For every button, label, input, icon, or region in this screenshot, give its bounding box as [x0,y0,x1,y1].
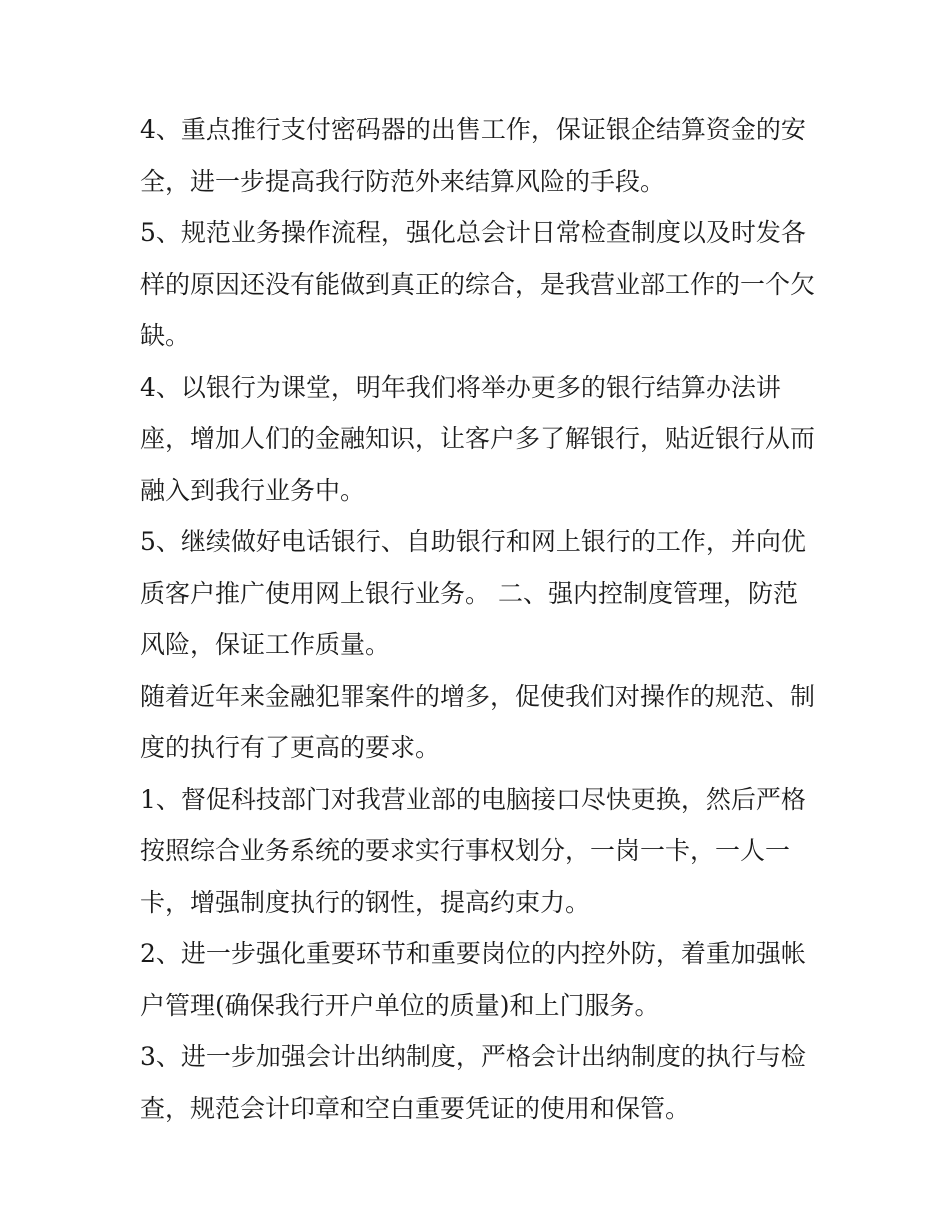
text-line: 度的执行有了更高的要求。 [140,733,441,762]
text-line: 风险，保证工作质量。 [140,630,391,659]
paragraph-1 [140,104,820,207]
text-line: 缺。 [140,321,191,350]
text-line: 4、以银行为课堂，明年我们将举办更多的银行结算办法讲 [140,372,781,402]
text-line: 2、进一步强化重要环节和重要岗位的内控外防，着重加强帐 [140,939,806,968]
text-line: 5、规范业务操作流程，强化总会计日常检查制度以及时发各 [140,218,806,247]
text-line: 5、继续做好电话银行、自助银行和网上银行的工作，并向优 [140,527,806,556]
text-line: 1、督促科技部门对我营业部的电脑接口尽快更换，然后严格 [140,784,806,814]
paragraph-8 [140,1031,820,1134]
text-line: 4、重点推行支付密码器的出售工作，保证银企结算资金的安 [140,115,806,144]
text-line: 户管理(确保我行开户单位的质量)和上门服务。 [140,990,660,1020]
text-line: 卡，增强制度执行的钢性，提高约束力。 [140,887,591,917]
text-line: 随着近年来金融犯罪案件的增多，促使我们对操作的规范、制 [140,681,816,711]
paragraph-4 [140,516,820,671]
text-line: 融入到我行业务中。 [140,475,366,505]
text-line: 全，进一步提高我行防范外来结算风险的手段。 [140,166,666,196]
text-line: 3、进一步加强会计出纳制度，严格会计出纳制度的执行与检 [140,1042,806,1071]
paragraph-7 [140,928,820,1031]
text-line: 样的原因还没有能做到真正的综合，是我营业部工作的一个欠 [140,269,816,299]
paragraph-5 [140,671,820,774]
text-line: 查，规范会计印章和空白重要凭证的使用和保管。 [140,1093,691,1123]
paragraph-2 [140,207,820,362]
document-body [140,104,820,1134]
text-line: 座，增加人们的金融知识，让客户多了解银行，贴近银行从而 [140,424,816,453]
paragraph-6 [140,774,820,929]
text-line: 按照综合业务系统的要求实行事权划分，一岗一卡，一人一 [140,836,791,865]
text-line: 质客户推广使用网上银行业务。 二、强内控制度管理，防范 [140,578,798,608]
paragraph-3 [140,362,820,517]
